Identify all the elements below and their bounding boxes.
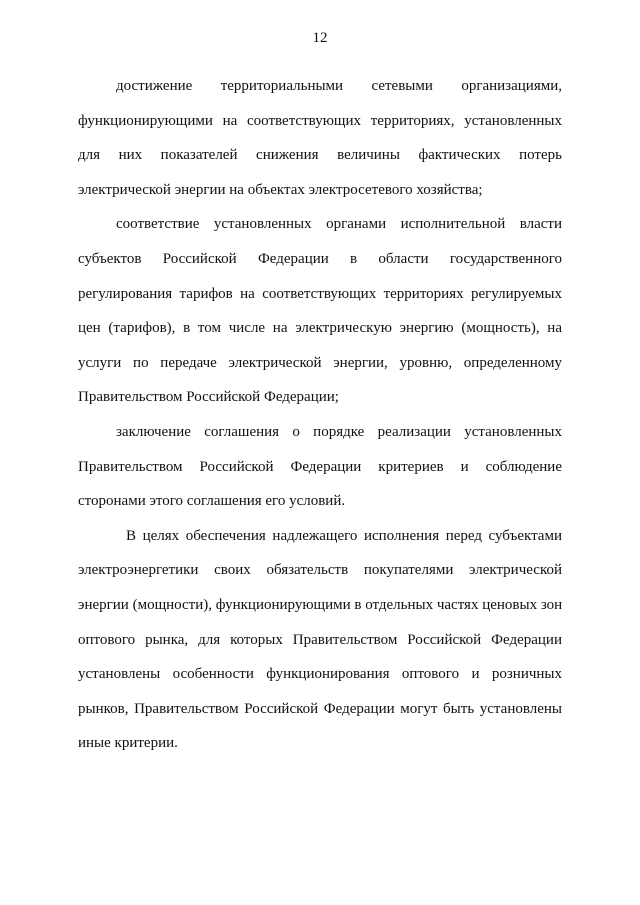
- text-line: электрической энергии на объектах электросетевого хозяйства;: [78, 181, 483, 198]
- document-body: [78, 76, 562, 768]
- text-line: сторонами этого соглашения его условий.: [78, 493, 346, 510]
- text-line: заключение соглашения о порядке реализации установленных: [116, 423, 562, 440]
- text-line: регулирования тарифов на соответствующих территориях регулируемых: [78, 285, 562, 302]
- text-line: В целях обеспечения надлежащего исполнения перед субъектами: [126, 527, 562, 544]
- paragraph-tariff-compliance: [78, 214, 562, 422]
- page-number: 12: [312, 30, 328, 46]
- text-line: иные критерии.: [78, 735, 178, 752]
- paragraph-other-criteria: [78, 526, 562, 768]
- text-line: установлены особенности функционирования оптового и розничных: [78, 666, 562, 683]
- text-line: цен (тарифов), в том числе на электрическую энергию (мощность), на: [78, 320, 562, 337]
- text-line: для них показателей снижения величины фактических потерь: [78, 147, 562, 164]
- text-line: электроэнергетики своих обязательств покупателями электрической: [78, 562, 562, 579]
- text-line: субъектов Российской Федерации в области государственного: [78, 250, 562, 267]
- text-line: Правительством Российской Федерации критериев и соблюдение: [78, 458, 562, 475]
- text-line: достижение территориальными сетевыми организациями,: [116, 78, 562, 94]
- text-line: энергии (мощности), функционирующими в отдельных частях ценовых зон: [78, 596, 562, 613]
- text-line: услуги по передаче электрической энергии, уровню, определенному: [78, 354, 562, 371]
- text-line: рынков, Правительством Российской Федерации могут быть установлены: [78, 700, 562, 717]
- text-line: функционирующими на соответствующих территориях, установленных: [78, 112, 562, 129]
- paragraph-agreement: [78, 422, 562, 526]
- paragraph-network-losses: [78, 76, 562, 214]
- text-line: оптового рынка, для которых Правительством Российской Федерации: [78, 631, 562, 648]
- text-line: Правительством Российской Федерации;: [78, 389, 339, 406]
- text-line: соответствие установленных органами исполнительной власти: [116, 216, 562, 233]
